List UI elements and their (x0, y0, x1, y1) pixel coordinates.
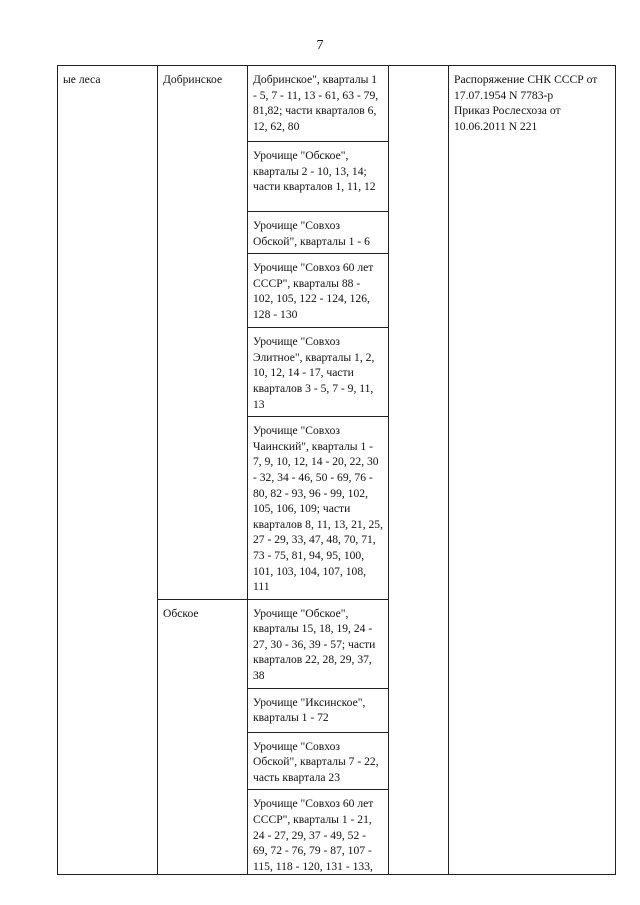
forest-part-cell (248, 142, 389, 212)
forest-part-cell (248, 328, 389, 417)
forest-part-text: Урочище "Совхоз Чаинский", кварталы 1 - 7, 9, 10, 12, 14 - 20, 22, 30 - 32, 34 - 46, 50 - 69, 76 - 80, 82 - 93, 96 - 99, 102, 105, 106, 109; части кварталов 8, 11, 13, 21, 25, 27 - 29, 33, 47, 48, 70, 71, 73 - 75, 81, 94, 95, 100, 101, 103, 104, 107, 108, 111 (253, 424, 383, 594)
forest-part-cell (248, 599, 389, 688)
district-cell (158, 599, 248, 875)
forest-part-text: Урочище "Совхоз Обской", кварталы 7 - 22, часть квартала 23 (253, 739, 379, 784)
forest-zones-table (57, 65, 616, 875)
forest-part-text: Урочище "Совхоз Обской", кварталы 1 - 6 (253, 219, 370, 248)
forest-part-text: Урочище "Обское", кварталы 2 - 10, 13, 14; части кварталов 1, 11, 12 (253, 149, 376, 194)
forest-part-text: Урочище "Обское", кварталы 15, 18, 19, 24 - 27, 30 - 36, 39 - 57; части кварталов 22, 28, 29, 37, 38 (253, 606, 376, 683)
forest-part-text: Урочище "Совхоз 60 лет СССР", кварталы 88 - 102, 105, 122 - 124, 126, 128 - 130 (253, 261, 374, 321)
forest-part-text: Урочище "Совхоз 60 лет СССР", кварталы 1 - 21, 24 - 27, 29, 37 - 49, 52 - 69, 72 - 76, 79 - 87, 107 - 115, 118 - 120, 131 - 133, (253, 797, 374, 873)
legal-basis-order-rosleshoz: Приказ Рослесхоза от 10.06.2011 N 221 (454, 104, 561, 133)
forest-part-text: Добринское", кварталы 1 - 5, 7 - 11, 13 - 61, 63 - 79, 81,82; части кварталов 6, 12, 62, 80 (253, 73, 379, 133)
forest-category-label: ые леса (63, 73, 101, 86)
forest-part-cell (248, 254, 389, 328)
legal-basis-cell (449, 66, 616, 875)
forest-part-text: Урочище "Иксинское", кварталы 1 - 72 (253, 695, 366, 725)
legal-basis-order-snk: Распоряжение СНК СССР от 17.07.1954 N 7783-р (454, 73, 598, 102)
forest-part-cell (248, 212, 389, 254)
forest-part-cell (248, 790, 389, 875)
forest-category-cell (58, 66, 158, 875)
forest-part-text: Урочище "Совхоз Элитное", кварталы 1, 2, 10, 12, 14 - 17, части кварталов 3 - 5, 7 - 9, 11, 13 (253, 335, 375, 411)
page-number: 7 (316, 38, 324, 53)
table-row (58, 66, 616, 142)
district-name: Добринское (163, 73, 223, 86)
forest-part-cell (248, 732, 389, 790)
forest-part-cell (248, 66, 389, 142)
forest-part-cell (248, 417, 389, 600)
district-cell (158, 66, 248, 600)
district-name: Обское (163, 606, 199, 620)
empty-cell (389, 66, 449, 875)
forest-part-cell (248, 688, 389, 732)
